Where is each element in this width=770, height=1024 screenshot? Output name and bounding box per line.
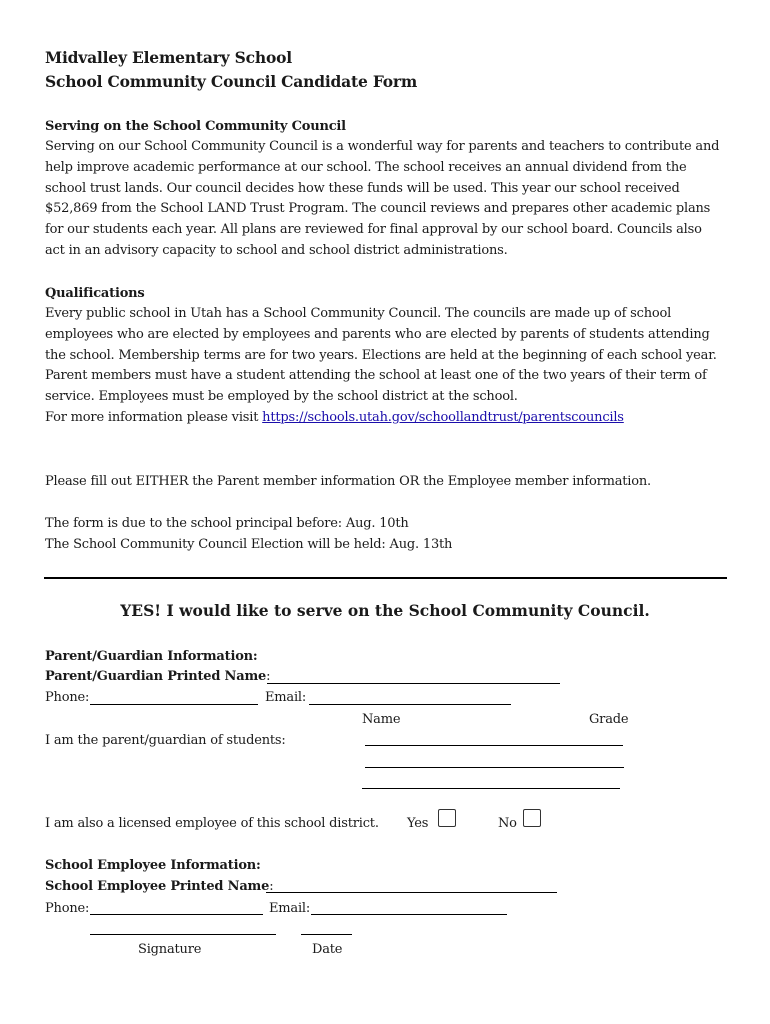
employee-name-field[interactable]	[266, 892, 557, 893]
parent-phone-field[interactable]	[90, 704, 258, 705]
serving-line: for our students each year. All plans are reviewed for final approval by our school board. Councils also	[45, 222, 702, 238]
signature-label: Signature	[138, 942, 202, 957]
qualifications-line: Every public school in Utah has a School Community Council. The councils are made up of school	[45, 306, 672, 321]
parent-name-label: Parent/Guardian Printed Name	[45, 669, 267, 684]
serving-line: act in an advisory capacity to school and school district administrations.	[45, 242, 508, 258]
licensed-employee-question: I am also a licensed employee of this school district.	[45, 816, 379, 831]
student-3-field[interactable]	[362, 788, 620, 789]
parent-name-colon: :	[266, 669, 271, 684]
employee-phone-label: Phone:	[45, 901, 90, 916]
section-divider	[44, 577, 727, 579]
qualifications-line: service. Employees must be employed by the school district at the school.	[45, 389, 518, 405]
form-headline: YES! I would like to serve on the School Community Council.	[120, 601, 650, 620]
serving-line: $52,869 from the School LAND Trust Program. The council reviews and prepares other academic plans	[45, 201, 711, 217]
parent-name-field[interactable]	[267, 683, 560, 684]
parent-email-field[interactable]	[309, 704, 511, 705]
signature-field[interactable]	[90, 934, 276, 935]
parent-phone-label: Phone:	[45, 690, 90, 705]
more-info-prefix: For more information please visit	[45, 409, 263, 425]
student-grade-column: Grade	[589, 712, 629, 727]
serving-paragraph	[45, 137, 735, 262]
parent-heading: Parent/Guardian Information:	[45, 649, 258, 664]
qualifications-line: the school. Membership terms are for two years. Elections are held at the beginning of each school year.	[45, 347, 717, 363]
due-date-text: The form is due to the school principal before: Aug. 10th	[45, 516, 409, 531]
no-label: No	[498, 816, 517, 831]
school-name: Midvalley Elementary School	[45, 48, 292, 67]
employee-heading: School Employee Information:	[45, 858, 261, 873]
parents-councils-link[interactable]: https://schools.utah.gov/schoollandtrust/parentscouncils	[262, 409, 624, 425]
date-label: Date	[312, 942, 343, 957]
employee-name-row	[45, 876, 273, 897]
employee-name-colon: :	[269, 879, 274, 894]
form-title: School Community Council Candidate Form	[45, 72, 418, 91]
serving-line: school trust lands. Our council decides how these funds will be used. This year our school received	[45, 180, 680, 196]
employee-phone-field[interactable]	[90, 914, 263, 915]
qualifications-line: employees who are elected by employees and parents who are elected by parents of students attending	[45, 326, 710, 342]
parent-email-label: Email:	[265, 690, 307, 705]
employee-email-field[interactable]	[311, 914, 507, 915]
no-checkbox[interactable]	[523, 809, 541, 827]
more-info-line	[45, 408, 735, 429]
qualifications-heading: Qualifications	[45, 286, 145, 301]
serving-line: help improve academic performance at our school. The school receives an annual dividend from the	[45, 159, 687, 175]
student-1-field[interactable]	[365, 745, 623, 746]
election-date-text: The School Community Council Election will be held: Aug. 13th	[45, 537, 453, 552]
date-field[interactable]	[301, 934, 352, 935]
student-name-column: Name	[362, 712, 401, 727]
fill-instruction: Please fill out EITHER the Parent member information OR the Employee member information.	[45, 474, 651, 489]
employee-email-label: Email:	[269, 901, 311, 916]
qualifications-line: Parent members must have a student attending the school at least one of the two years of their term of	[45, 368, 707, 384]
parent-name-row	[45, 666, 270, 687]
employee-name-label: School Employee Printed Name	[45, 879, 270, 894]
serving-heading: Serving on the School Community Council	[45, 119, 346, 134]
student-2-field[interactable]	[365, 767, 624, 768]
qualifications-paragraph	[45, 304, 735, 429]
serving-line: Serving on our School Community Council is a wonderful way for parents and teachers to contribute and	[45, 139, 720, 154]
yes-label: Yes	[407, 816, 429, 831]
yes-checkbox[interactable]	[438, 809, 456, 827]
students-label: I am the parent/guardian of students:	[45, 733, 286, 748]
